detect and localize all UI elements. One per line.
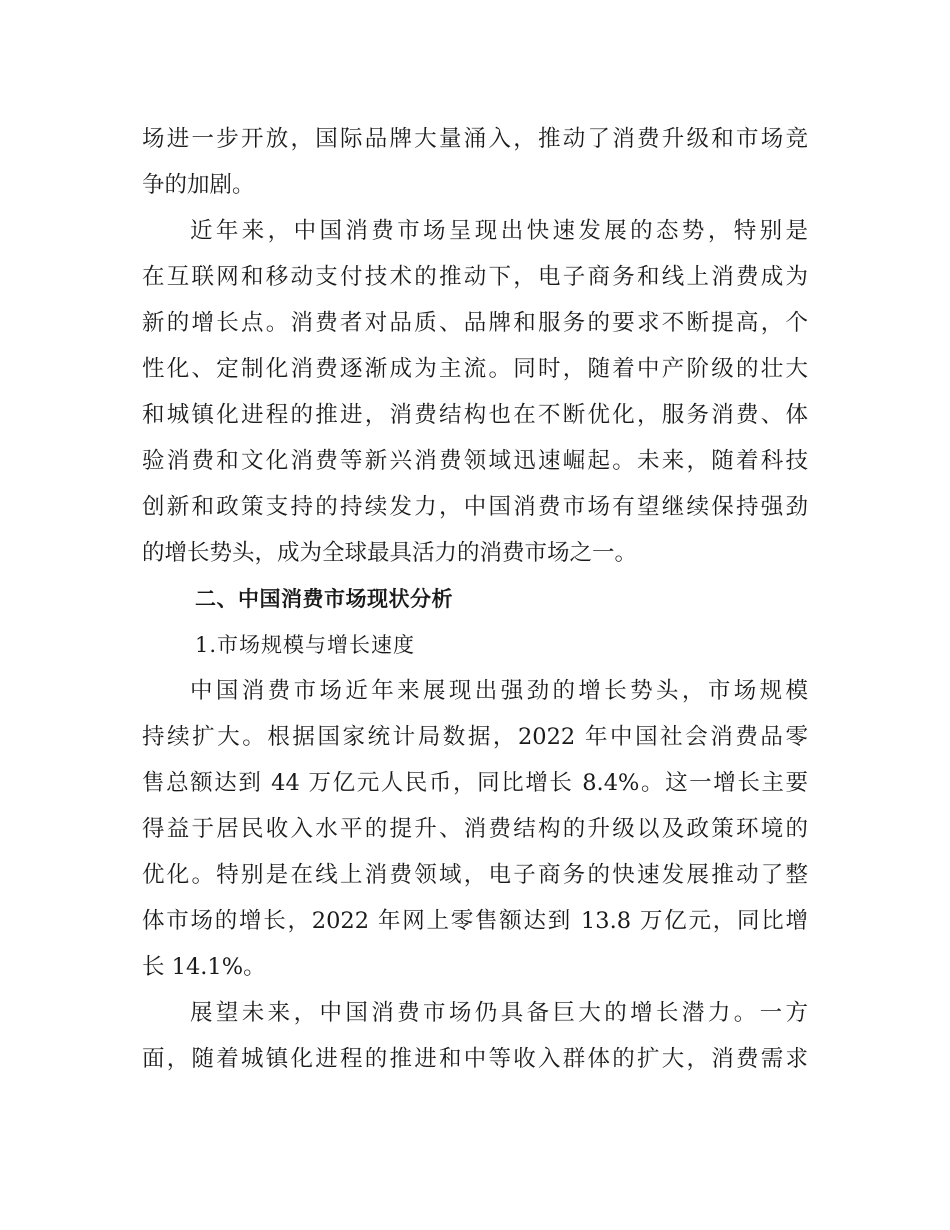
paragraph [142, 116, 808, 208]
paragraph-line: 面，随着城镇化进程的推进和中等收入群体的扩大，消费需求 [142, 1046, 808, 1072]
paragraph-line: 验消费和文化消费等新兴消费领域迅速崛起。未来，随着科技 [142, 448, 808, 474]
paragraph-line: 创新和政策支持的持续发力，中国消费市场有望继续保持强劲 [142, 494, 808, 520]
paragraph-line: 售总额达到 44 万亿元人民币，同比增长 8.4%。这一增长主要 [142, 770, 808, 796]
paragraph-line: 中国消费市场近年来展现出强劲的增长势头，市场规模 [190, 678, 808, 704]
paragraph [142, 668, 808, 990]
document-page [142, 116, 808, 1082]
subsection-heading: 1.市场规模与增长速度 [195, 633, 416, 657]
paragraph-line: 得益于居民收入水平的提升、消费结构的升级以及政策环境的 [142, 816, 808, 842]
paragraph-line: 新的增长点。消费者对品质、品牌和服务的要求不断提高，个 [142, 310, 808, 336]
paragraph [142, 990, 808, 1082]
paragraph-line: 在互联网和移动支付技术的推动下，电子商务和线上消费成为 [142, 264, 808, 290]
paragraph-line: 持续扩大。根据国家统计局数据，2022 年中国社会消费品零 [142, 724, 808, 750]
paragraph-line: 展望未来，中国消费市场仍具备巨大的增长潜力。一方 [190, 1000, 808, 1026]
paragraph-line: 和城镇化进程的推进，消费结构也在不断优化，服务消费、体 [142, 402, 808, 428]
paragraph-line: 长 14.1%。 [142, 954, 266, 980]
paragraph-line: 近年来，中国消费市场呈现出快速发展的态势，特别是 [190, 218, 808, 244]
paragraph-line: 性化、定制化消费逐渐成为主流。同时，随着中产阶级的壮大 [142, 356, 808, 382]
paragraph [142, 208, 808, 576]
paragraph-line: 的增长势头，成为全球最具活力的消费市场之一。 [142, 540, 638, 566]
paragraph-line: 优化。特别是在线上消费领域，电子商务的快速发展推动了整 [142, 862, 808, 888]
paragraph-line: 争的加剧。 [142, 172, 255, 198]
paragraph-line: 场进一步开放，国际品牌大量涌入，推动了消费升级和市场竞 [142, 126, 808, 152]
section-heading: 二、中国消费市场现状分析 [195, 587, 453, 611]
paragraph-line: 体市场的增长，2022 年网上零售额达到 13.8 万亿元，同比增 [142, 908, 808, 934]
